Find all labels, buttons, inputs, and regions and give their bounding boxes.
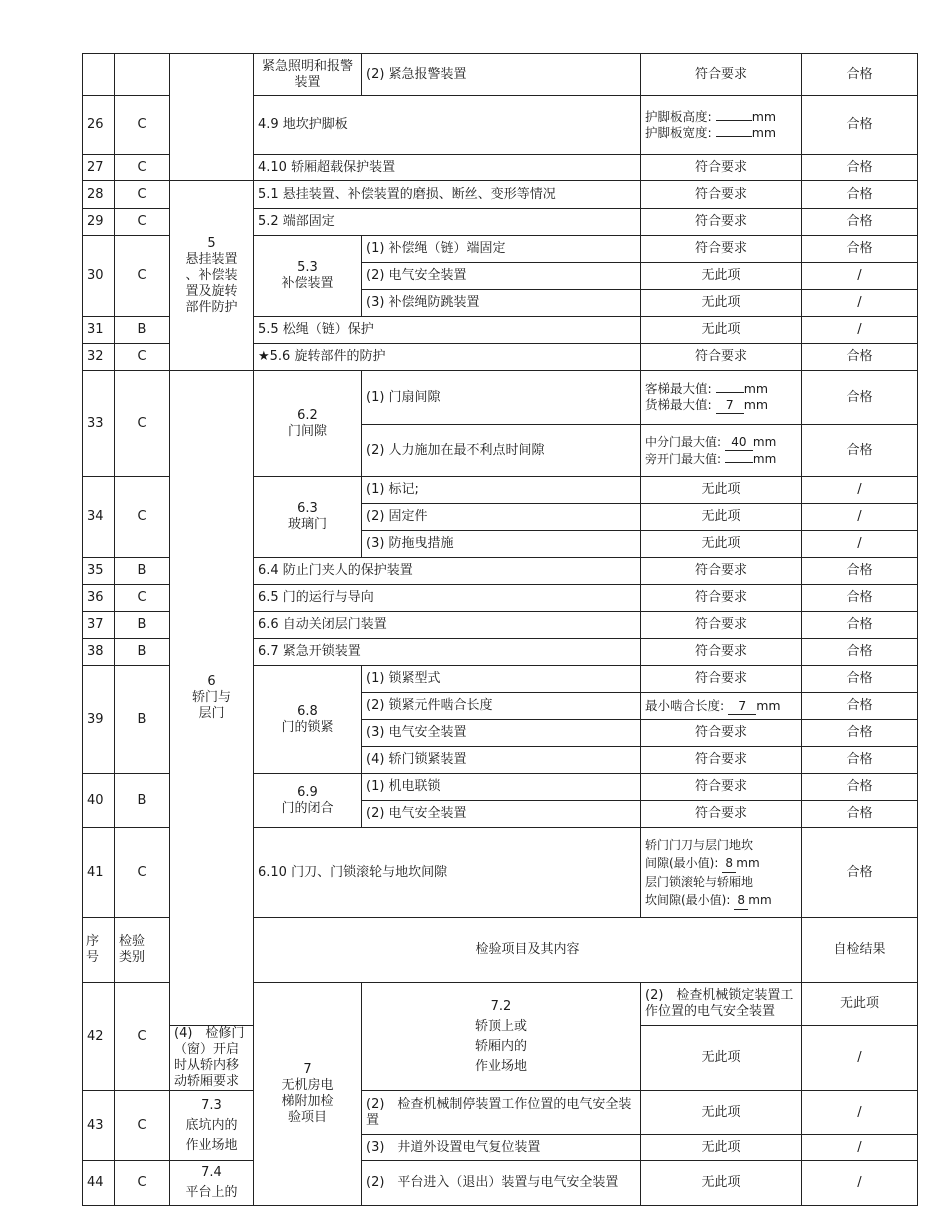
conclusion-cell: 合格	[802, 612, 918, 639]
result-cell: 无此项	[641, 263, 802, 290]
no-cell: 28	[83, 181, 115, 209]
result-cell	[641, 96, 802, 155]
result-cell: 符合要求	[641, 585, 802, 612]
conclusion-cell: /	[802, 1161, 918, 1206]
item-cell: 6.5 门的运行与导向	[254, 585, 641, 612]
sub-item-label: 6.3 玻璃门	[254, 477, 362, 558]
item-cell: 6.7 紧急开锁装置	[254, 639, 641, 666]
item-cell: 5.1 悬挂装置、补偿装置的磨损、断丝、变形等情况	[254, 181, 641, 209]
conclusion-cell: 合格	[802, 371, 918, 425]
no-cell: 30	[83, 236, 115, 317]
no-cell: 32	[83, 344, 115, 371]
no-cell: 40	[83, 774, 115, 828]
sub-item-label: 紧急照明和报警装置	[254, 54, 362, 96]
item-cell: (2) 固定件	[362, 504, 641, 531]
no-cell: 41	[83, 828, 115, 918]
conclusion-cell: 合格	[802, 155, 918, 181]
no-cell: 44	[83, 1161, 115, 1206]
item-cell: (3) 井道外设置电气复位装置	[362, 1135, 641, 1161]
item-cell: (1) 机电联锁	[362, 774, 641, 801]
table-row	[83, 1161, 918, 1206]
result-cell	[641, 693, 802, 720]
category-cell: B	[115, 666, 170, 774]
item-cell: ★5.6 旋转部件的防护	[254, 344, 641, 371]
no-cell: 31	[83, 317, 115, 344]
conclusion-cell: 合格	[802, 344, 918, 371]
result-cell: 无此项	[641, 1026, 802, 1091]
conclusion-cell: 合格	[802, 720, 918, 747]
result-value: 8	[734, 891, 748, 910]
item-cell: (2) 锁紧元件啮合长度	[362, 693, 641, 720]
conclusion-cell: /	[802, 290, 918, 317]
result-label: 护脚板宽度:	[645, 125, 712, 140]
conclusion-cell: 合格	[802, 425, 918, 477]
conclusion-cell: 合格	[802, 693, 918, 720]
table-row	[83, 371, 918, 425]
no-cell: 27	[83, 155, 115, 181]
header-result: 自检结果	[802, 918, 918, 983]
conclusion-cell: /	[802, 317, 918, 344]
conclusion-cell: /	[802, 263, 918, 290]
result-cell: 符合要求	[641, 774, 802, 801]
group-cell: 7 无机房电 梯附加检 验项目	[254, 983, 362, 1206]
item-cell: 5.5 松绳（链）保护	[254, 317, 641, 344]
category-cell: C	[115, 477, 170, 558]
item-cell: 6.6 自动关闭层门装置	[254, 612, 641, 639]
item-cell: (2) 电气安全装置	[362, 263, 641, 290]
result-cell: 无此项	[802, 983, 918, 1026]
sub-item-label: 7.3 底坑内的 作业场地	[170, 1091, 254, 1161]
result-unit: mm	[736, 855, 760, 870]
header-item: 检验项目及其内容	[254, 918, 802, 983]
conclusion-cell: 合格	[802, 54, 918, 96]
item-cell: (4) 轿门锁紧装置	[362, 747, 641, 774]
result-cell: 符合要求	[641, 720, 802, 747]
no-cell: 33	[83, 371, 115, 477]
conclusion-cell: 合格	[802, 828, 918, 918]
category-cell: B	[115, 558, 170, 585]
table-row	[83, 1091, 918, 1135]
conclusion-cell: 合格	[802, 558, 918, 585]
result-unit: mm	[751, 125, 777, 140]
conclusion-cell: /	[802, 477, 918, 504]
category-cell: C	[115, 344, 170, 371]
conclusion-cell: /	[802, 531, 918, 558]
sub-item-label: 6.2 门间隙	[254, 371, 362, 477]
result-cell: 无此项	[641, 1161, 802, 1206]
value-blank	[716, 120, 752, 121]
item-cell: 6.4 防止门夹人的保护装置	[254, 558, 641, 585]
category-cell: B	[115, 612, 170, 639]
item-cell: (2) 检查机械制停装置工作位置的电气安全装置	[362, 1091, 641, 1135]
result-cell: 符合要求	[641, 612, 802, 639]
item-cell: (2) 电气安全装置	[362, 801, 641, 828]
result-unit: mm	[752, 435, 777, 449]
result-label: 最小啮合长度:	[645, 697, 725, 713]
result-cell: 符合要求	[641, 209, 802, 236]
result-cell: 符合要求	[641, 801, 802, 828]
sub-item-label: 5.3 补偿装置	[254, 236, 362, 317]
result-cell: 无此项	[641, 1135, 802, 1161]
result-label: 护脚板高度:	[645, 109, 712, 124]
result-cell	[641, 371, 802, 425]
no-cell: 38	[83, 639, 115, 666]
group-cell: 6 轿门与 层门	[170, 371, 254, 1026]
category-cell: C	[115, 209, 170, 236]
conclusion-cell: 合格	[802, 181, 918, 209]
result-cell: 无此项	[641, 477, 802, 504]
conclusion-cell: 合格	[802, 209, 918, 236]
no-cell: 39	[83, 666, 115, 774]
result-cell: 符合要求	[641, 155, 802, 181]
result-label: 旁开门最大值:	[645, 452, 722, 466]
category-cell: C	[115, 983, 170, 1091]
result-label: 坎间隙(最小值):	[645, 892, 731, 907]
table-row	[83, 54, 918, 96]
no-cell: 42	[83, 983, 115, 1091]
header-no: 序 号	[83, 918, 115, 983]
conclusion-cell: 合格	[802, 236, 918, 263]
group-cell	[170, 54, 254, 181]
result-cell: 无此项	[641, 1091, 802, 1135]
no-cell: 29	[83, 209, 115, 236]
no-cell: 34	[83, 477, 115, 558]
item-cell: (3) 补偿绳防跳装置	[362, 290, 641, 317]
conclusion-cell: 合格	[802, 747, 918, 774]
no-cell: 26	[83, 96, 115, 155]
category-cell: C	[115, 1091, 170, 1161]
conclusion-cell: 合格	[802, 801, 918, 828]
value-blank	[716, 392, 744, 393]
conclusion-cell: 合格	[802, 774, 918, 801]
sub-item-label: 6.8 门的锁紧	[254, 666, 362, 774]
result-cell: 符合要求	[641, 181, 802, 209]
no-cell: 35	[83, 558, 115, 585]
category-cell: C	[115, 828, 170, 918]
result-cell	[641, 828, 802, 918]
conclusion-cell: 合格	[802, 639, 918, 666]
result-cell: 无此项	[641, 290, 802, 317]
category-cell: C	[115, 371, 170, 477]
conclusion-cell: /	[802, 504, 918, 531]
category-cell: C	[115, 236, 170, 317]
sub-item-label: 6.9 门的闭合	[254, 774, 362, 828]
category-cell: C	[115, 585, 170, 612]
no-cell	[83, 54, 115, 96]
item-cell: (1) 标记;	[362, 477, 641, 504]
item-cell: (1) 门扇间隙	[362, 371, 641, 425]
item-cell: (3) 防拖曳措施	[362, 531, 641, 558]
result-value: 7	[728, 698, 756, 715]
result-cell: 符合要求	[641, 54, 802, 96]
result-label: 客梯最大值:	[645, 381, 712, 396]
result-unit: mm	[743, 397, 769, 412]
conclusion-cell: /	[802, 1091, 918, 1135]
category-cell: B	[115, 774, 170, 828]
group-cell: 5 悬挂装置 、补偿装 置及旋转 部件防护	[170, 181, 254, 371]
result-cell: 无此项	[641, 531, 802, 558]
item-cell: 4.9 地坎护脚板	[254, 96, 641, 155]
conclusion-cell: /	[802, 1026, 918, 1091]
item-cell: (3) 电气安全装置	[362, 720, 641, 747]
conclusion-cell: /	[802, 1135, 918, 1161]
table-row	[83, 181, 918, 209]
category-cell: C	[115, 96, 170, 155]
result-label: 中分门最大值:	[645, 435, 722, 449]
result-unit: mm	[743, 381, 769, 396]
result-label: 货梯最大值:	[645, 397, 712, 412]
item-cell: 4.10 轿厢超载保护装置	[254, 155, 641, 181]
item-cell: (1) 锁紧型式	[362, 666, 641, 693]
category-cell: C	[115, 181, 170, 209]
item-cell: (1) 补偿绳（链）端固定	[362, 236, 641, 263]
result-cell: 符合要求	[641, 747, 802, 774]
item-cell: 6.10 门刀、门锁滚轮与地坎间隙	[254, 828, 641, 918]
result-cell: 符合要求	[641, 666, 802, 693]
result-cell: 无此项	[641, 504, 802, 531]
result-unit: mm	[752, 452, 777, 466]
item-cell: (2) 平台进入（退出）装置与电气安全装置	[362, 1161, 641, 1206]
result-cell	[641, 425, 802, 477]
item-cell: (2) 检查机械锁定装置工作位置的电气安全装置	[641, 983, 802, 1026]
category-cell: C	[115, 155, 170, 181]
category-cell: B	[115, 639, 170, 666]
result-value: 8	[722, 854, 736, 873]
sub-item-label: 7.4 平台上的	[170, 1161, 254, 1206]
item-cell: (4) 检修门（窗）开启时从轿内移动轿厢要求	[170, 1026, 254, 1091]
result-text: 轿门门刀与层门地坎	[645, 837, 754, 852]
result-cell: 符合要求	[641, 344, 802, 371]
conclusion-cell: 合格	[802, 96, 918, 155]
result-unit: mm	[751, 109, 777, 124]
result-cell: 无此项	[641, 317, 802, 344]
result-text: 层门锁滚轮与轿厢地	[645, 874, 754, 889]
result-unit: mm	[756, 697, 781, 713]
result-label: 间隙(最小值):	[645, 855, 719, 870]
result-unit: mm	[748, 892, 772, 907]
result-cell: 符合要求	[641, 558, 802, 585]
conclusion-cell: 合格	[802, 666, 918, 693]
item-cell: (2) 人力施加在最不利点时间隙	[362, 425, 641, 477]
inspection-table	[82, 53, 918, 1206]
category-cell	[115, 54, 170, 96]
conclusion-cell: 合格	[802, 585, 918, 612]
value-blank	[725, 462, 753, 463]
item-cell: 5.2 端部固定	[254, 209, 641, 236]
no-cell: 36	[83, 585, 115, 612]
category-cell: C	[115, 1161, 170, 1206]
header-category: 检验 类别	[115, 918, 170, 983]
result-cell: 符合要求	[641, 639, 802, 666]
value-blank	[716, 136, 752, 137]
result-value: 7	[716, 397, 744, 414]
no-cell: 43	[83, 1091, 115, 1161]
item-cell: (2) 紧急报警装置	[362, 54, 641, 96]
category-cell: B	[115, 317, 170, 344]
result-value: 40	[725, 434, 753, 451]
no-cell: 37	[83, 612, 115, 639]
result-cell: 符合要求	[641, 236, 802, 263]
sub-item-label: 7.2 轿顶上或 轿厢内的 作业场地	[362, 983, 641, 1091]
